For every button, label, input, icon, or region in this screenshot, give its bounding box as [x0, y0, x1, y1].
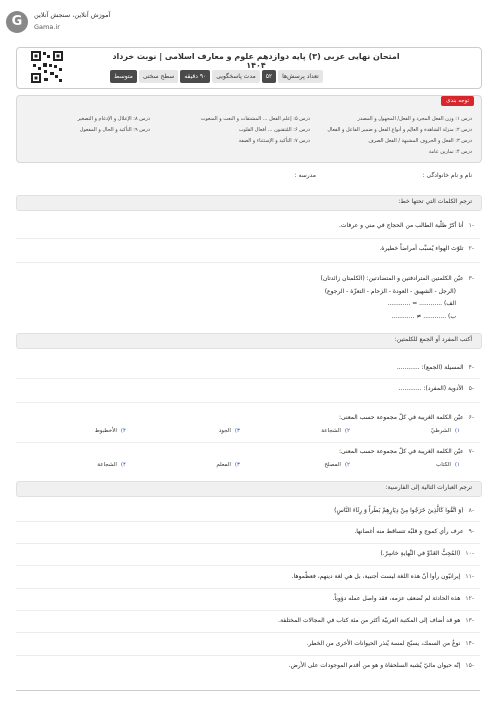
duration-label: مدت پاسخگویی — [212, 70, 259, 83]
note-line: درس ۳: الفعل و الحروف المشبهة / الفعل الصرف — [368, 138, 472, 144]
question-8-text: (وَ اتَّقُوا كَالَّذِينَ خَرَجُوا مِنْ دِيَارِهِمْ بَطَراً وَ رِئَاءَ النَّاسِ) — [334, 507, 464, 514]
question-8: -۸(وَ اتَّقُوا كَالَّذِينَ خَرَجُوا مِنْ دِيَارِهِمْ بَطَراً وَ رِئَاءَ النَّاسِ) — [334, 507, 474, 514]
duration-value: ۹۰ دقیقه — [180, 70, 210, 83]
divider — [16, 632, 480, 633]
exam-title: امتحان نهایی عربی (۳) پایه دوازدهم علوم و معارف اسلامی | نوبت خرداد ۱۴۰۴ — [112, 52, 400, 70]
question-4-text: المسيلة (الجمع): ............ — [396, 364, 464, 371]
question-7-text: عيّن الكلمة الغريبة في كلّ مجموعة حسب المعنى: — [339, 448, 464, 455]
question-5-text: الأدوية (المفرد): ............ — [398, 385, 464, 392]
question-12: -۱۲هذه الحادثة لم تُضعف عزمه، فقد واصل عمله دؤوباً. — [332, 595, 474, 602]
question-6-option-1[interactable]: ۱)الشرطيّ — [430, 428, 460, 434]
note-line: درس ۴: تمارین عامة — [428, 149, 472, 155]
question-6-option-3[interactable]: ۳)الجود — [218, 428, 240, 434]
question-3-answer-a[interactable]: الف) ............ = ............ — [387, 300, 456, 307]
question-6-option-4[interactable]: ۴)الأخطبوط — [94, 428, 126, 434]
section-title: أكتب المفرد أو الجمع للكلمتين: — [394, 336, 472, 343]
brand[interactable] — [6, 6, 136, 40]
question-10: -۱۰(المُحِبُّ العَدُوِّ في النِّهايةِ خاسِرٌ.) — [380, 550, 474, 557]
question-7-option-3[interactable]: ۳)المعلم — [216, 462, 240, 468]
question-7-option-4[interactable]: ۴)الشجاعة — [97, 462, 126, 468]
divider — [16, 442, 480, 443]
question-3-text: عيّن الكلمتين المترادفتين و المتضادتين: (الكلمتان زائدتان) — [320, 275, 464, 282]
divider — [16, 588, 480, 589]
difficulty-value: متوسط — [110, 70, 137, 83]
question-6-text: عيّن الكلمة الغريبة في كلّ مجموعة حسب المعنى: — [339, 414, 464, 421]
divider — [16, 378, 480, 379]
question-15-text: إنّه حيوان مائيّ يُشبه السلحفاة و هو من أقدم الموجودات على الأرض. — [288, 662, 461, 669]
question-count-label: تعداد پرسش‌ها — [278, 70, 323, 83]
note-line: درس ۱: وزن الفعل المجرد و الفعل/ المجهول و المصدر — [357, 116, 472, 122]
question-3-words: (الرجل - الشهيق - العودة - الزحام - التعزّة - الرجوع) — [324, 288, 456, 295]
question-4: -۴المسيلة (الجمع): ............ — [396, 364, 474, 371]
note-line: درس ۲: منزلة الشاهدة و العالِم و أنواع الفعل و ضمیر الفاعل و الفعال — [327, 127, 472, 133]
question-6: -۶عيّن الكلمة الغريبة في كلّ مجموعة حسب المعنى: — [339, 414, 474, 421]
question-9: -۹عرف رأي كموج و قلبُه تتساقط منه أغصانها. — [354, 528, 474, 535]
student-name-label: نام و نام خانوادگی : — [422, 172, 472, 179]
question-7-option-2[interactable]: ۲)المصلح — [324, 462, 350, 468]
section-title: ترجم الكلمات التي تحتها خط: — [398, 198, 472, 205]
note-line: درس ۸: الإعلال و الإدغام و التصغیر — [77, 116, 150, 122]
section-title: ترجم العبارات التالية إلى الفارسية: — [385, 484, 472, 491]
question-11: -۱۱إيرانيّون رأوا أنّ هذه اللغة ليست أجنبية، بل هي لغة دينهم، فعظّموها. — [291, 573, 474, 580]
note-badge: توجه بندی — [441, 96, 474, 106]
question-15: -۱۵إنّه حيوان مائيّ يُشبه السلحفاة و هو من أقدم الموجودات على الأرض. — [288, 662, 474, 669]
divider — [16, 543, 480, 544]
question-6-option-2[interactable]: ۲)الشجاعة — [321, 428, 350, 434]
divider — [16, 565, 480, 566]
question-7: -۷عيّن الكلمة الغريبة في كلّ مجموعة حسب المعنى: — [339, 448, 474, 455]
note-line: درس ۷: التأکید و الإستثناء و الصفة — [238, 138, 310, 144]
question-10-text: (المُحِبُّ العَدُوِّ في النِّهايةِ خاسِرٌ.) — [380, 550, 461, 557]
question-1-text: أنا أكرّ ظلّية الطالب من الحجاج في مني و عرفات. — [339, 222, 464, 229]
question-14-text: نوعٌ من السمك، يسبّح لمسة يُنذر الحيوانات الأخرى من الخطر. — [306, 640, 461, 647]
question-2: -۲تلوّث الهواء يُسبِّب أمراضاً خطيرة. — [379, 245, 474, 252]
note-line: درس ۹: التأکید و الحال و المفعول — [79, 127, 150, 133]
divider — [16, 238, 480, 239]
brand-tagline: آموزش آنلاین، سنجش آنلاین — [34, 11, 111, 19]
question-3: -۳عيّن الكلمتين المترادفتين و المتضادتين: (الكلمتان زائدتان) — [320, 275, 474, 282]
qr-code-icon — [30, 50, 64, 84]
question-3-answer-b[interactable]: ب) ............ ≠ ............ — [391, 313, 456, 320]
divider — [16, 655, 480, 656]
question-13: -۱۳هو قد أضاف إلى المكتبة العربيّة أكثر من مئة كتاب في المجالات المختلفة. — [278, 617, 474, 624]
question-11-text: إيرانيّون رأوا أنّ هذه اللغة ليست أجنبية، بل هي لغة دينهم، فعظّموها. — [291, 573, 461, 580]
question-13-text: هو قد أضاف إلى المكتبة العربيّة أكثر من مئة كتاب في المجالات المختلفة. — [278, 617, 461, 624]
question-2-text: تلوّث الهواء يُسبِّب أمراضاً خطيرة. — [379, 245, 464, 252]
divider — [16, 610, 480, 611]
divider — [16, 262, 480, 263]
note-line: درس ۶: المُتقنون ... أفعال القلوب — [238, 127, 310, 133]
footer-divider — [16, 690, 480, 691]
question-12-text: هذه الحادثة لم تُضعف عزمه، فقد واصل عمله دؤوباً. — [332, 595, 461, 602]
question-7-option-1[interactable]: ۱)الكتاب — [436, 462, 460, 468]
divider — [16, 521, 480, 522]
difficulty-label: سطح سختی — [139, 70, 178, 83]
exam-info-row — [110, 70, 323, 84]
divider — [16, 402, 480, 403]
question-5: -۵الأدوية (المفرد): ............ — [398, 385, 474, 392]
school-label: مدرسه : — [294, 172, 316, 179]
brand-domain: Gama.ir — [34, 23, 60, 31]
question-1: -۱أنا أكرّ ظلّية الطالب من الحجاج في مني و عرفات. — [339, 222, 474, 229]
brand-logo: G — [6, 11, 28, 33]
question-count-value: ۵۲ — [262, 70, 276, 83]
question-14: -۱۴نوعٌ من السمك، يسبّح لمسة يُنذر الحيوانات الأخرى من الخطر. — [306, 640, 474, 647]
note-line: درس ۵: إعلم الفعل ... المشتقات و النعت و المنعوت — [200, 116, 310, 122]
question-9-text: عرف رأي كموج و قلبُه تتساقط منه أغصانها. — [354, 528, 464, 535]
